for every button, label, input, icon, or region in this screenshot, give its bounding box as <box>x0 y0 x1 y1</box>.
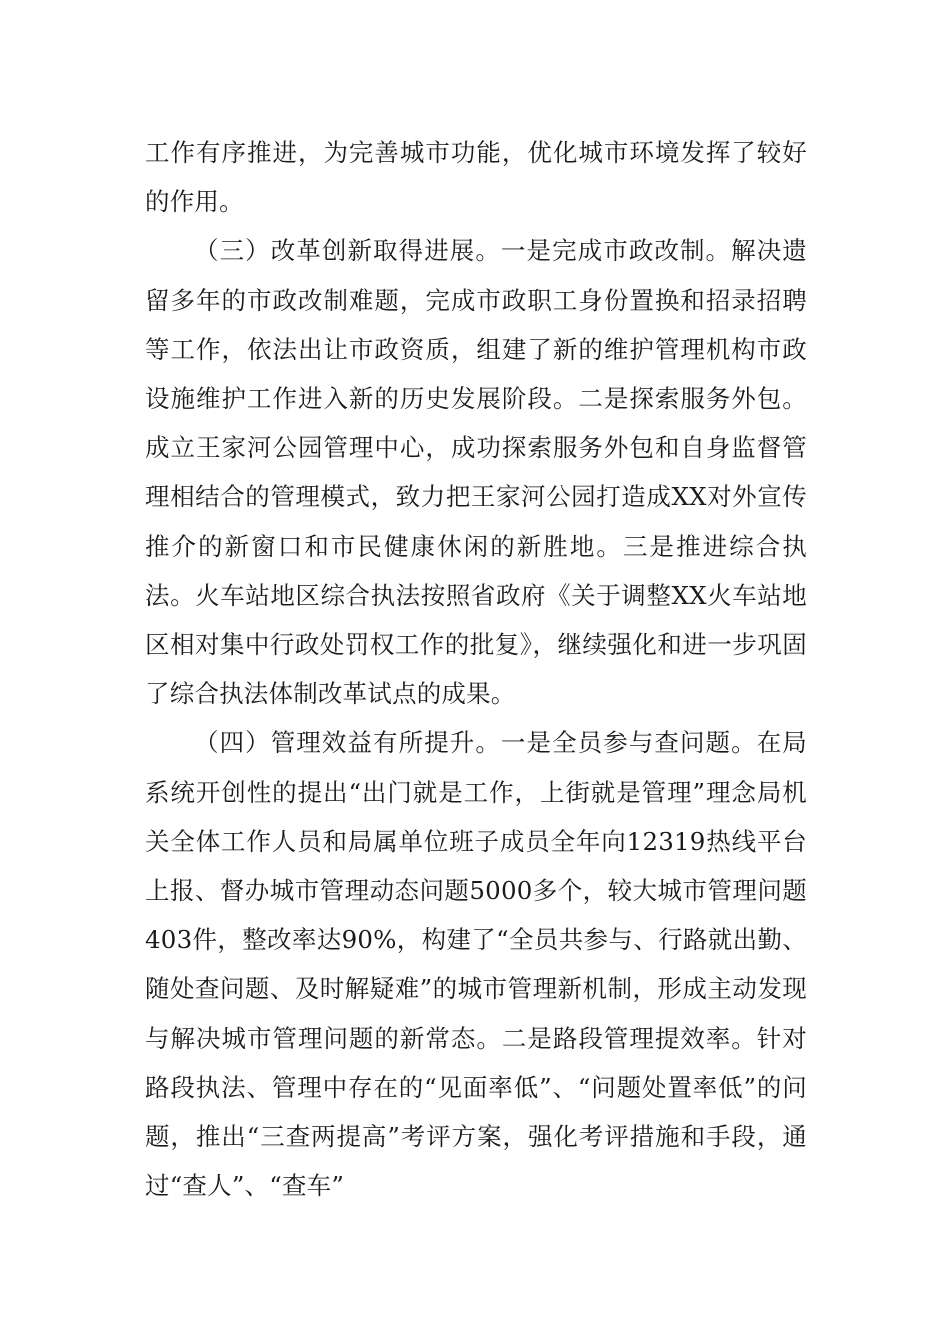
paragraph-continuation: 工作有序推进，为完善城市功能，优化城市环境发挥了较好的作用。 <box>145 138 807 217</box>
paragraph-reform-innovation: （三）改革创新取得进展。一是完成市政改制。解决遗留多年的市政改制难题，完成市政职工身份置换和招录招聘等工作，依法出让市政资质，组建了新的维护管理机构市政设施维护工作进入新的历史发展阶段。二是探索服务外包。成立王家河公园管理中心，成功探索服务外包和自身监督管理相结合的管理模式，致力把王家河公园打造成XX对外宣传推介的新窗口和市民健康休闲的新胜地。三是推进综合执法。火车站地区综合执法按照省政府《关于调整XX火车站地区相对集中行政处罚权工作的批复》，继续强化和进一步巩固了综合执法体制改革试点的成果。 <box>145 236 807 709</box>
paragraph-management-efficiency: （四）管理效益有所提升。一是全员参与查问题。在局系统开创性的提出“出门就是工作，上街就是管理”理念局机关全体工作人员和局属单位班子成员全年向12319热线平台上报、督办城市管理动态问题5000多个，较大城市管理问题403件，整改率达90%，构建了“全员共参与、行路就出勤、随处查问题、及时解疑难”的城市管理新机制，形成主动发现与解决城市管理问题的新常态。二是路段管理提效率。针对路段执法、管理中存在的“见面率低”、“问题处置率低”的问题，推出“三查两提高”考评方案，强化考评措施和手段，通过“查人”、“查车” <box>145 728 807 1201</box>
document-body <box>145 128 807 1210</box>
